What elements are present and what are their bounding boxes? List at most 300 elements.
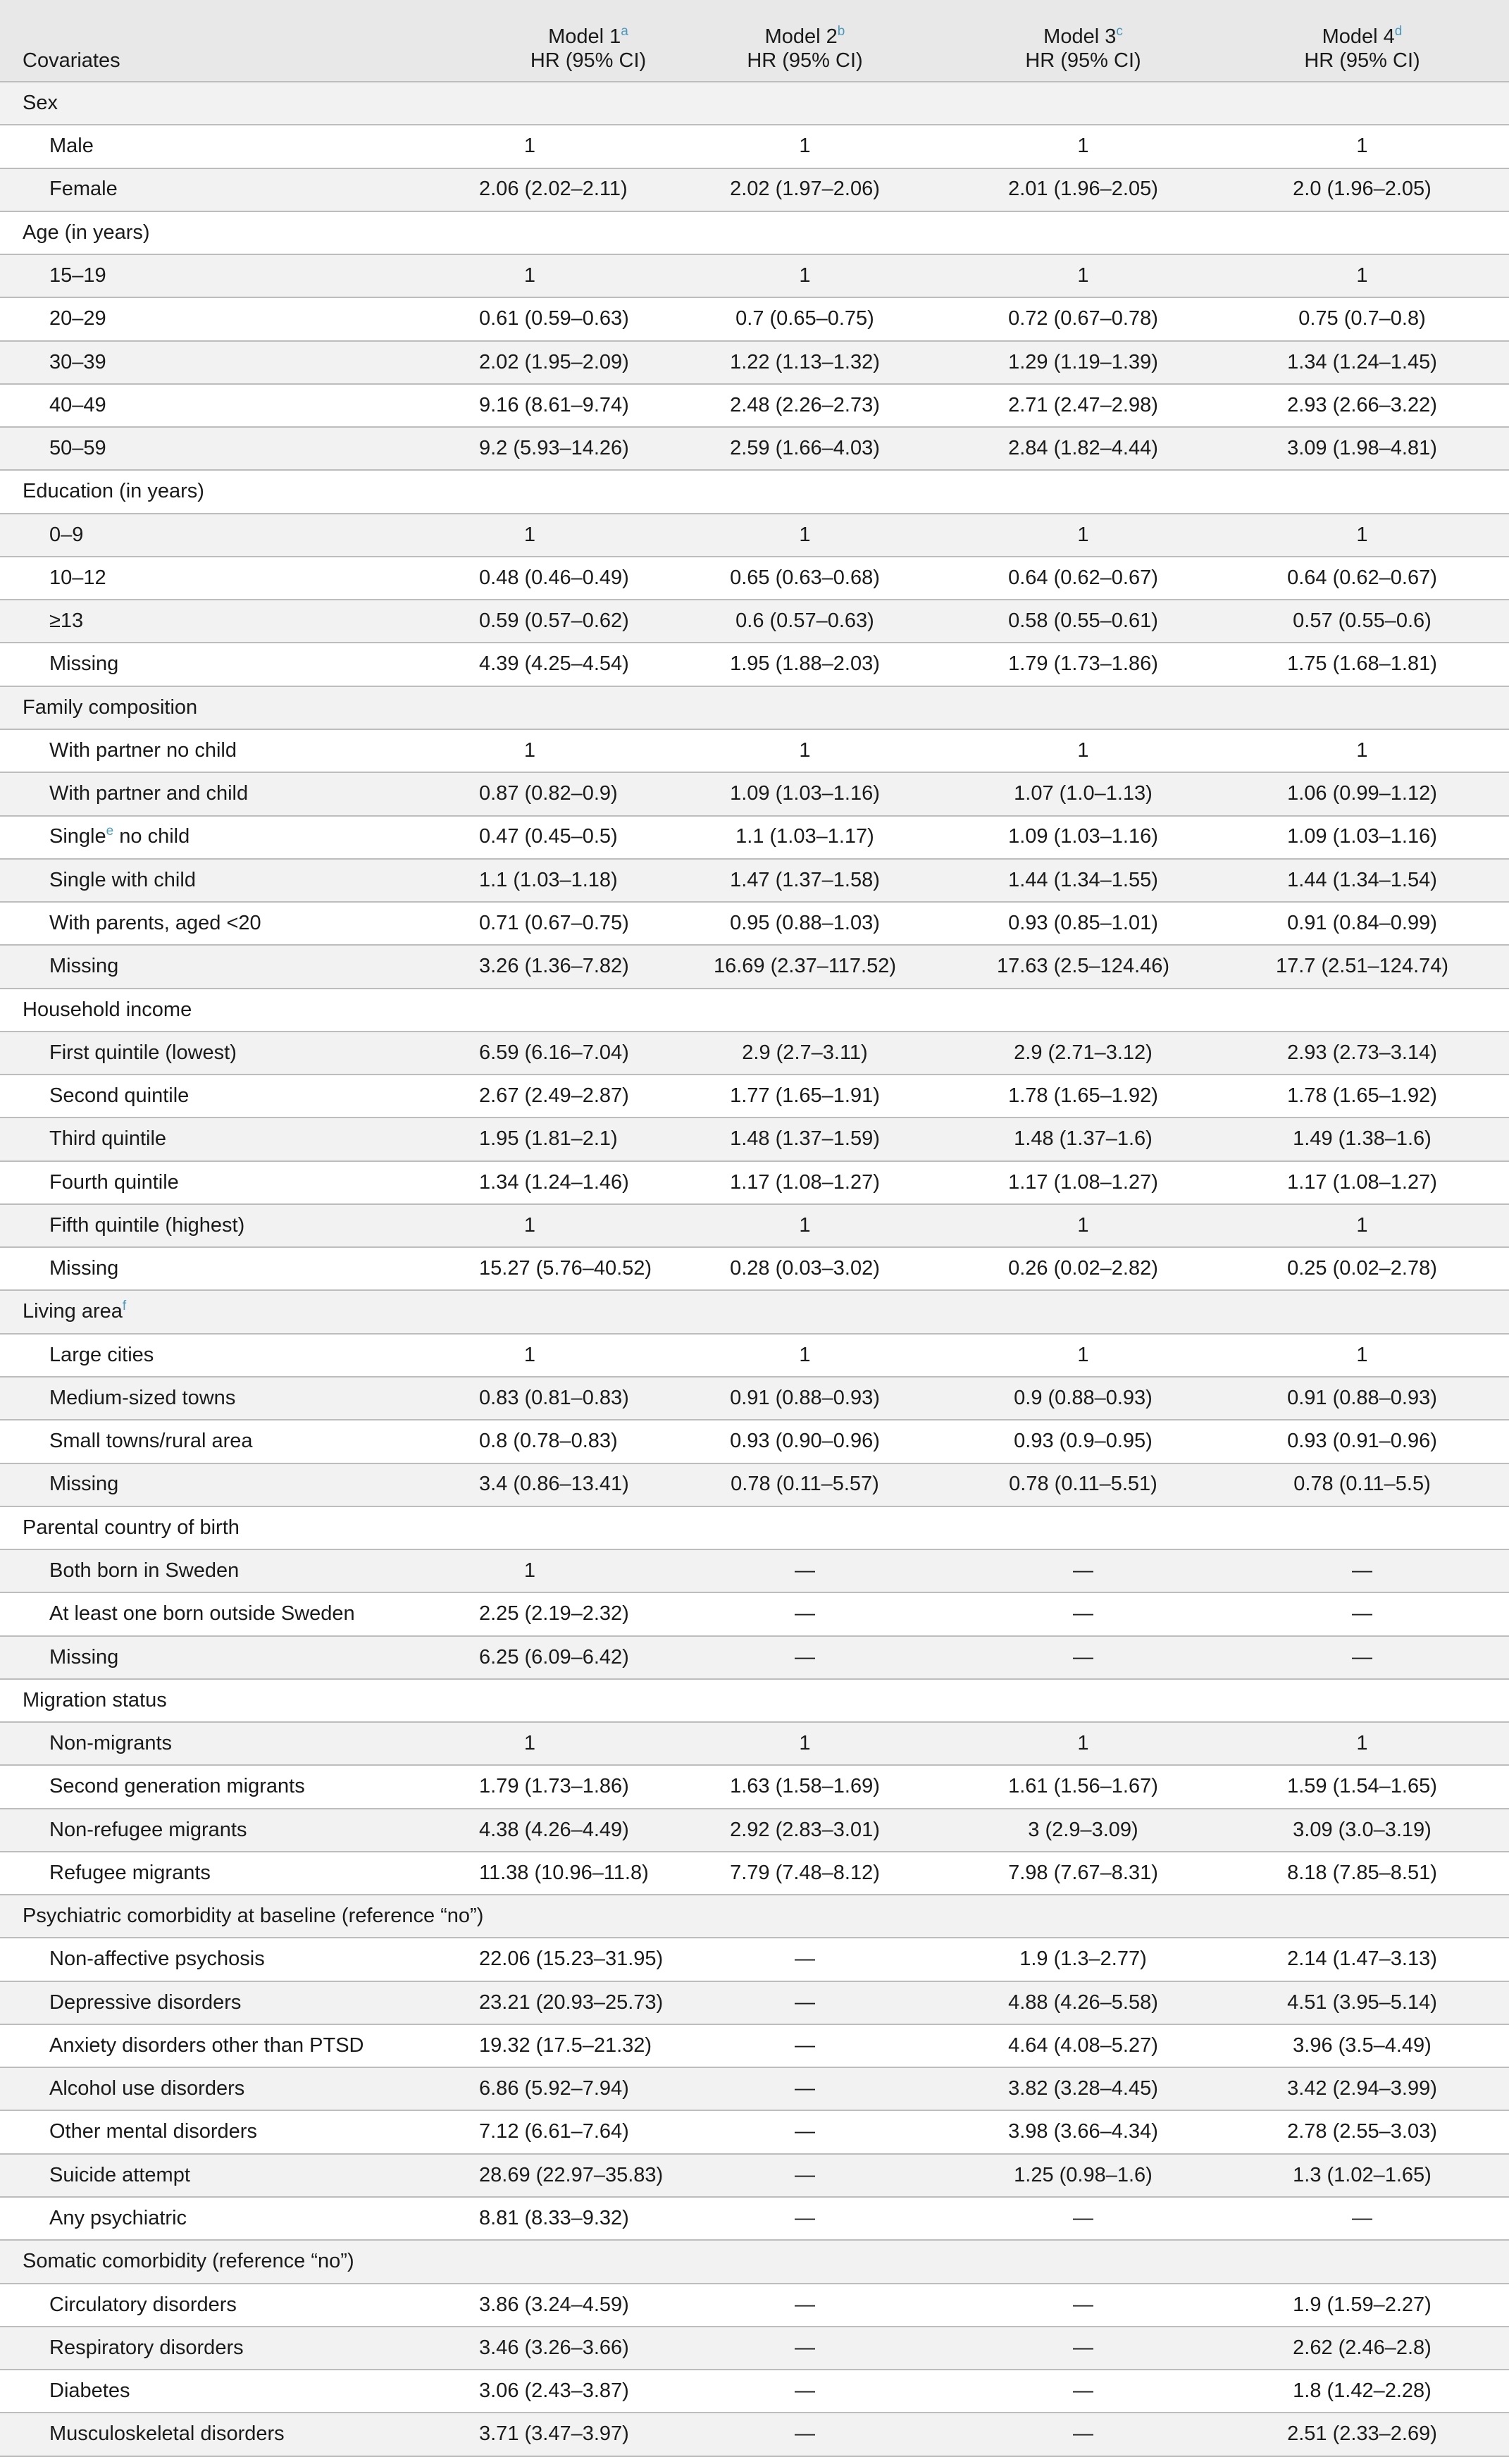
model-3-value-cell (933, 254, 1215, 297)
model-2-value-cell (655, 1334, 933, 1377)
model-2-value: — (795, 1645, 815, 1669)
model-2-value-cell (655, 514, 933, 557)
model-1-value-cell (479, 1334, 655, 1377)
model-2-value-cell (655, 2197, 933, 2240)
model-3-value: 1.78 (1.65–1.92) (1008, 1084, 1158, 1108)
model-2-value-cell (655, 859, 933, 902)
model-3-value: 1 (1077, 1343, 1089, 1366)
model-3-value-cell (933, 1204, 1215, 1247)
model-2-value: 1.95 (1.88–2.03) (730, 652, 880, 676)
model-1-value: 1 (523, 1732, 535, 1755)
model-3-value: 2.9 (2.71–3.12) (1014, 1041, 1153, 1064)
covariate-label: 50–59 (49, 437, 106, 460)
header-row (0, 0, 1509, 82)
model-2-value: 1 (799, 135, 811, 158)
model-3-value: 2.84 (1.82–4.44) (1008, 437, 1158, 460)
model-4-value-cell (1215, 1161, 1509, 1204)
model-1-value-cell (479, 1290, 655, 1333)
covariate-label: Musculoskeletal disorders (49, 2422, 285, 2446)
model-1-value: 0.61 (0.59–0.63) (479, 307, 629, 330)
model-3-value-cell (933, 1420, 1215, 1463)
model-3-value-cell (933, 686, 1215, 729)
model-1-value: 15.27 (5.76–40.52) (479, 1257, 652, 1280)
model-1-value-cell (479, 1118, 655, 1160)
table-row (0, 1549, 1509, 1592)
section-label-cell (0, 1679, 479, 1722)
model-3-value-cell (933, 341, 1215, 384)
model-2-value-cell (655, 1463, 933, 1506)
model-2-value: — (795, 1991, 815, 2014)
model-4-value-cell (1215, 1118, 1509, 1160)
table-row (0, 1032, 1509, 1075)
model-2-value: 0.93 (0.90–0.96) (730, 1430, 880, 1453)
model-4-value-cell (1215, 1075, 1509, 1118)
model-3-value: 2.71 (2.47–2.98) (1008, 393, 1158, 416)
model-3-value-cell (933, 2240, 1215, 2283)
model-1-value-cell (479, 557, 655, 600)
model-4-value-cell (1215, 2154, 1509, 2197)
model-2-value: 1.47 (1.37–1.58) (730, 868, 880, 891)
model-2-value-cell (655, 1420, 933, 1463)
model-1-value-cell (479, 514, 655, 557)
section-label: Somatic comorbidity (reference “no”) (23, 2250, 354, 2273)
model-2-value: — (795, 2033, 815, 2057)
model-1-value-cell (479, 902, 655, 945)
model-4-value: 3.96 (3.5–4.49) (1293, 2033, 1432, 2057)
model-4-value: 0.75 (0.7–0.8) (1298, 307, 1426, 330)
section-row (0, 1679, 1509, 1722)
model-3-value: — (1073, 2379, 1093, 2403)
model-2-value: 0.91 (0.88–0.93) (730, 1386, 880, 1409)
model-2-value-cell (655, 2110, 933, 2153)
model-1-value-cell (479, 2240, 655, 2283)
model-1-value-cell (479, 82, 655, 125)
model-1-value: 0.71 (0.67–0.75) (479, 912, 629, 934)
table-row (0, 2024, 1509, 2067)
model-4-value: 1 (1356, 264, 1368, 287)
covariate-label-cell (0, 384, 479, 427)
model-3-value-cell (933, 1247, 1215, 1290)
covariate-label-cell (0, 254, 479, 297)
model-1-value-cell (479, 1765, 655, 1808)
covariate-label-cell (0, 1334, 479, 1377)
model-1-value: 9.16 (8.61–9.74) (479, 393, 629, 416)
model-2-value: — (795, 2422, 815, 2446)
model-4-value-cell (1215, 1765, 1509, 1808)
model-4-value-cell (1215, 341, 1509, 384)
model-3-value-cell (933, 989, 1215, 1032)
model-2-value-cell (655, 1247, 933, 1290)
table-row (0, 2110, 1509, 2153)
model-4-value-cell (1215, 2240, 1509, 2283)
model-2-value: 0.28 (0.03–3.02) (730, 1257, 880, 1280)
covariate-label: Male (49, 135, 94, 158)
table-row (0, 1334, 1509, 1377)
covariates-header: Covariates (23, 49, 120, 72)
model-3-value-cell (933, 1592, 1215, 1635)
model-3-value-cell (933, 297, 1215, 340)
covariate-label: Non-affective psychosis (49, 1948, 265, 1971)
model-4-value-cell (1215, 297, 1509, 340)
model-4-value-cell (1215, 384, 1509, 427)
model-1-value-cell (479, 1032, 655, 1075)
model-3-value-cell (933, 1679, 1215, 1722)
model-2-value-cell (655, 2413, 933, 2456)
table-row (0, 384, 1509, 427)
table-row (0, 1420, 1509, 1463)
model-1-value-cell (479, 1377, 655, 1420)
model-4-value: 17.7 (2.51–124.74) (1275, 955, 1449, 978)
table-row (0, 341, 1509, 384)
model-1-value: 1.79 (1.73–1.86) (479, 1775, 629, 1798)
model-3-value: 1 (1077, 738, 1089, 762)
table-row (0, 2284, 1509, 2327)
model-3-value: — (1073, 2293, 1093, 2316)
model-1-value: 1 (523, 1343, 535, 1366)
model-1-value-cell (479, 1852, 655, 1895)
covariate-label-cell (0, 427, 479, 470)
model-2-value: 1 (799, 1732, 811, 1755)
model-2-value: 7.79 (7.48–8.12) (730, 1861, 880, 1884)
model-1-value-cell (479, 470, 655, 513)
model-4-value: 2.93 (2.66–3.22) (1287, 393, 1437, 416)
model-4-value-cell (1215, 2197, 1509, 2240)
model-3-value-cell (933, 1161, 1215, 1204)
model-2-value-cell (655, 2154, 933, 2197)
model-4-value: 1.17 (1.08–1.27) (1287, 1170, 1437, 1194)
model-1-value-cell (479, 945, 655, 988)
section-label-cell (0, 1895, 484, 1938)
covariate-label-cell (0, 1247, 479, 1290)
covariate-label: ≥13 (49, 609, 84, 633)
model-4-value: 2.93 (2.73–3.14) (1287, 1041, 1437, 1064)
model-3-value-cell (933, 2110, 1215, 2153)
model-1-name: Model 1 (548, 25, 621, 49)
table-row (0, 1852, 1509, 1895)
model-4-value: 1 (1356, 1343, 1368, 1366)
covariate-label-cell (0, 557, 479, 600)
section-row (0, 470, 1509, 513)
covariate-label: Circulatory disorders (49, 2293, 237, 2316)
model-3-value-cell (933, 1765, 1215, 1808)
table-row (0, 514, 1509, 557)
model-1-value-cell (479, 297, 655, 340)
model-4-value: 0.91 (0.88–0.93) (1287, 1386, 1437, 1409)
model-3-value-cell (933, 384, 1215, 427)
model-2-value: 16.69 (2.37–117.52) (713, 955, 897, 978)
model-2-value-cell (655, 1075, 933, 1118)
covariate-label-cell (0, 1463, 479, 1506)
table-row (0, 1765, 1509, 1808)
model-1-value-cell (479, 2413, 655, 2456)
covariate-label-cell (0, 341, 479, 384)
model-1-value-cell (479, 1204, 655, 1247)
covariate-label: Missing (49, 1257, 119, 1280)
model-3-value: 1.09 (1.03–1.16) (1008, 825, 1158, 848)
table-row (0, 1118, 1509, 1160)
model-4-value: 0.78 (0.11–5.5) (1293, 1473, 1431, 1496)
covariate-label-cell (0, 600, 479, 643)
covariate-label-cell (0, 2413, 479, 2456)
model-4-value: 3.09 (1.98–4.81) (1287, 437, 1437, 460)
model-1-value: 1 (523, 523, 535, 546)
section-label-cell (0, 211, 479, 254)
model-3-value: 1 (1077, 264, 1089, 287)
model-1-value-cell (479, 1420, 655, 1463)
model-2-value-cell (655, 989, 933, 1032)
model-2-value: 0.78 (0.11–5.57) (731, 1473, 879, 1496)
table-row (0, 2327, 1509, 2370)
model-2-value: — (795, 2077, 815, 2100)
covariate-label-cell (0, 1161, 479, 1204)
model-2-value-cell (655, 1765, 933, 1808)
model-1-metric: HR (95% CI) (530, 49, 647, 72)
model-4-metric: HR (95% CI) (1304, 49, 1420, 72)
model-2-value-cell (655, 2024, 933, 2067)
model-2-value: 0.65 (0.63–0.68) (730, 566, 880, 589)
covariate-label: Non-migrants (49, 1732, 173, 1755)
model-3-value: 3.98 (3.66–4.34) (1008, 2120, 1158, 2143)
model-1-value-cell (479, 2284, 655, 2327)
model-1-value-cell (479, 2370, 655, 2413)
model-4-value-cell (1215, 1895, 1509, 1938)
model-3-value-cell (933, 729, 1215, 772)
model-3-value: 0.93 (0.9–0.95) (1014, 1430, 1153, 1453)
model-1-value-cell (479, 600, 655, 643)
model-1-value: 1 (523, 1213, 535, 1237)
model-3-value-cell (933, 1463, 1215, 1506)
model-2-value: — (795, 2206, 815, 2229)
model-2-value-cell (655, 1679, 933, 1722)
covariate-label-cell (0, 1420, 479, 1463)
model-4-value: 1.9 (1.59–2.27) (1293, 2293, 1432, 2316)
model-4-value: 1.3 (1.02–1.65) (1293, 2163, 1432, 2186)
model-4-value: 1.49 (1.38–1.6) (1293, 1127, 1432, 1151)
model-2-value-cell (655, 1722, 933, 1765)
model-4-value-cell (1215, 1809, 1509, 1852)
model-1-value-cell (479, 1636, 655, 1679)
model-3-value: — (1073, 1602, 1093, 1626)
covariate-label: Female (49, 178, 118, 201)
model-2-value: 1.48 (1.37–1.59) (730, 1127, 880, 1151)
section-row (0, 1895, 1509, 1938)
model-3-value-cell (933, 1290, 1215, 1333)
model-1-value: 8.81 (8.33–9.32) (479, 2206, 629, 2229)
model-3-value: — (1073, 2206, 1093, 2229)
model-3-value: 1 (1077, 523, 1089, 546)
section-label: Education (in years) (23, 480, 204, 503)
model-3-value-cell (933, 1809, 1215, 1852)
model-4-value: 2.51 (2.33–2.69) (1287, 2422, 1437, 2446)
table-row (0, 729, 1509, 772)
section-row (0, 82, 1509, 125)
model-2-value: 1.17 (1.08–1.27) (730, 1170, 880, 1194)
model-3-value-cell (933, 1938, 1215, 1981)
model-3-value-cell (933, 211, 1215, 254)
table-row (0, 1204, 1509, 1247)
model-2-value-cell (655, 254, 933, 297)
table-row (0, 1636, 1509, 1679)
model-1-value: 28.69 (22.97–35.83) (479, 2163, 664, 2186)
model-3-value-cell (933, 600, 1215, 643)
table-row (0, 643, 1509, 686)
model-1-value: 6.59 (6.16–7.04) (479, 1041, 629, 1064)
covariate-label: Missing (49, 652, 119, 676)
covariate-label-cell (0, 1809, 479, 1852)
model-3-value-cell (933, 557, 1215, 600)
model-3-value: 0.72 (0.67–0.78) (1008, 307, 1158, 330)
model-1-value-cell (479, 1895, 655, 1938)
covariate-label-cell (0, 1204, 479, 1247)
model-2-value-cell (655, 1852, 933, 1895)
model-2-value-cell (655, 470, 933, 513)
model-1-value: 11.38 (10.96–11.8) (479, 1861, 649, 1884)
model-4-value-cell (1215, 2327, 1509, 2370)
covariate-label: First quintile (lowest) (49, 1041, 237, 1064)
covariate-label: Suicide attempt (49, 2163, 190, 2186)
table-row (0, 168, 1509, 211)
model-4-value-cell (1215, 1549, 1509, 1592)
model-3-value: 0.9 (0.88–0.93) (1014, 1386, 1153, 1409)
model-1-value: 6.86 (5.92–7.94) (479, 2077, 629, 2100)
model-4-value-cell (1215, 470, 1509, 513)
model-3-value: 0.78 (0.11–5.51) (1009, 1473, 1157, 1496)
model-4-name: Model 4 (1322, 25, 1395, 49)
covariate-label: 10–12 (49, 566, 106, 589)
model-1-value: 4.38 (4.26–4.49) (479, 1818, 629, 1841)
model-3-value: 1.61 (1.56–1.67) (1008, 1775, 1158, 1798)
section-row (0, 989, 1509, 1032)
covariate-label-cell (0, 1118, 479, 1160)
model-3-value: 4.88 (4.26–5.58) (1008, 1991, 1158, 2014)
model-3-value-cell (933, 859, 1215, 902)
model-2-value-cell (655, 2284, 933, 2327)
model-2-value-cell (655, 341, 933, 384)
model-2-value-cell (655, 2067, 933, 2110)
model-3-value-cell (933, 427, 1215, 470)
model-1-value: 1.34 (1.24–1.46) (479, 1170, 629, 1194)
model-3-value-cell (933, 1722, 1215, 1765)
model-4-value: 8.18 (7.85–8.51) (1287, 1861, 1437, 1884)
model-4-value-cell (1215, 2067, 1509, 2110)
model-4-value: 2.14 (1.47–3.13) (1287, 1948, 1437, 1971)
model-3-value: 1.07 (1.0–1.13) (1014, 782, 1153, 805)
model-2-value: 2.9 (2.7–3.11) (742, 1041, 868, 1064)
model-1-value-cell (479, 2024, 655, 2067)
model-4-value-cell (1215, 816, 1509, 859)
model-1-value: 3.86 (3.24–4.59) (479, 2293, 629, 2316)
model-1-value-cell (479, 1075, 655, 1118)
model-1-value: 22.06 (15.23–31.95) (479, 1948, 664, 1971)
model-1-value: 0.48 (0.46–0.49) (479, 566, 629, 589)
model-1-value: 2.67 (2.49–2.87) (479, 1084, 629, 1108)
table-row (0, 1463, 1509, 1506)
covariate-label-cell (0, 2024, 479, 2067)
model-2-value-cell (655, 1592, 933, 1635)
model-2-value-cell (655, 1290, 933, 1333)
covariate-label-cell (0, 945, 479, 988)
model-1-value-cell (479, 1161, 655, 1204)
model-2-value-cell (655, 2370, 933, 2413)
model-1-value: 3.26 (1.36–7.82) (479, 955, 629, 978)
model-3-value: — (1073, 1645, 1093, 1669)
model-4-value: 2.78 (2.55–3.03) (1287, 2120, 1437, 2143)
model-4-value-cell (1215, 1592, 1509, 1635)
model-1-value-cell (479, 1809, 655, 1852)
covariate-label-cell (0, 1636, 479, 1679)
model-3-value: — (1073, 1559, 1093, 1582)
model-2-value: 2.48 (2.26–2.73) (730, 393, 880, 416)
model-3-value-cell (933, 945, 1215, 988)
covariate-label: Diabetes (49, 2379, 130, 2403)
model-1-value-cell (479, 1592, 655, 1635)
covariate-label-suffix: no child (113, 825, 190, 848)
model-2-value: 1.63 (1.58–1.69) (730, 1775, 880, 1798)
model-4-value-cell (1215, 945, 1509, 988)
section-label: Age (in years) (23, 221, 150, 244)
model-4-value-cell (1215, 600, 1509, 643)
model-4-value-cell (1215, 1420, 1509, 1463)
model-4-value-cell (1215, 2370, 1509, 2413)
model-2-value: 1 (799, 738, 811, 762)
model-2-value-cell (655, 902, 933, 945)
model-3-value: 1.9 (1.3–2.77) (1019, 1948, 1147, 1971)
model-4-value: 0.57 (0.55–0.6) (1293, 609, 1432, 633)
model-2-value-cell (655, 1549, 933, 1592)
covariate-label-cell (0, 772, 479, 815)
model-3-value-cell (933, 1895, 1215, 1938)
model-3-value-cell (933, 1981, 1215, 2024)
section-row (0, 1506, 1509, 1549)
model-2-value-cell (655, 643, 933, 686)
model-3-value: 0.58 (0.55–0.61) (1008, 609, 1158, 633)
model-3-value-cell (933, 2154, 1215, 2197)
model-2-value-cell (655, 686, 933, 729)
model-2-value: 2.92 (2.83–3.01) (730, 1818, 880, 1841)
model-1-value-cell (479, 125, 655, 168)
model-4-value: 4.51 (3.95–5.14) (1287, 1991, 1437, 2014)
model-3-value-cell (933, 1549, 1215, 1592)
table-row (0, 2370, 1509, 2413)
model-1-value: 3.4 (0.86–13.41) (479, 1473, 629, 1496)
model-4-value: 1 (1356, 523, 1368, 546)
model-2-value-cell (655, 1377, 933, 1420)
model-4-value-cell (1215, 1032, 1509, 1075)
covariate-label-cell (0, 816, 479, 859)
table-row (0, 1592, 1509, 1635)
table-row (0, 2413, 1509, 2456)
model-4-value: 1.78 (1.65–1.92) (1287, 1084, 1437, 1108)
model-4-value-cell (1215, 1679, 1509, 1722)
table-row (0, 1075, 1509, 1118)
model-4-value: 1.09 (1.03–1.16) (1287, 825, 1437, 848)
covariate-label: Single (49, 825, 106, 848)
section-label-cell (0, 82, 479, 125)
model-4-value: 0.64 (0.62–0.67) (1287, 566, 1437, 589)
covariate-label: Fourth quintile (49, 1170, 179, 1194)
model-4-value-cell (1215, 989, 1509, 1032)
model-1-footnote: a (621, 24, 628, 39)
model-1-value-cell (479, 2154, 664, 2197)
model-1-value: 3.46 (3.26–3.66) (479, 2336, 629, 2359)
model-2-value-cell (655, 2327, 933, 2370)
model-1-value: 2.06 (2.02–2.11) (479, 178, 628, 201)
model-1-value-cell (479, 341, 655, 384)
model-3-value-cell (933, 643, 1215, 686)
model-4-value-cell (1215, 1204, 1509, 1247)
model-2-value: — (795, 1948, 815, 1971)
covariate-label: Medium-sized towns (49, 1386, 236, 1409)
